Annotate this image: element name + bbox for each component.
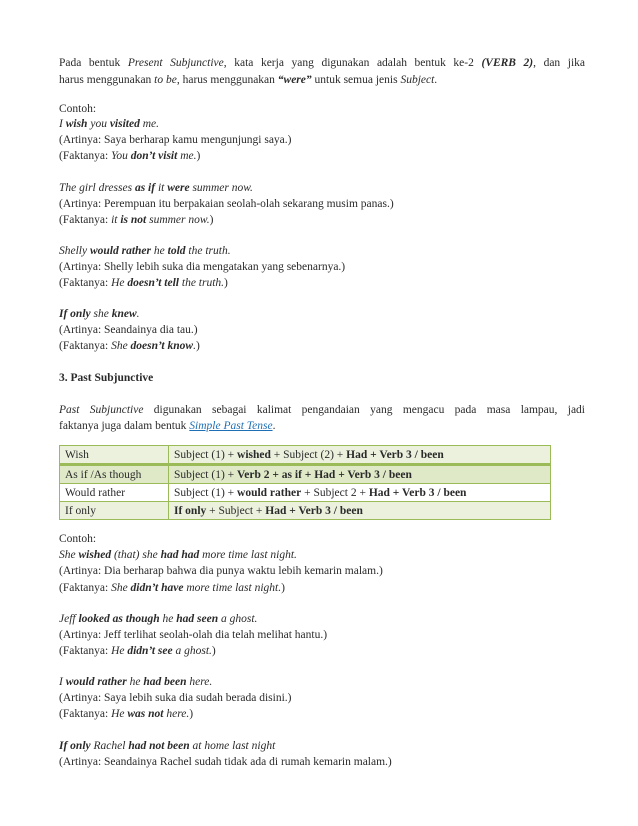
text-run: He [111,645,128,657]
text-run: Subject [400,74,435,86]
text-run: (Faktanya: [59,214,112,226]
example-meaning [59,259,345,275]
text-run: a ghost. [172,645,212,657]
table-cell-formula [169,465,551,484]
text-run: Subject (1) + [174,448,238,461]
past-intro-line-2 [59,418,275,434]
example-fact [59,706,193,722]
text-run: would rather [89,245,152,257]
text-run: Jeff [59,613,79,625]
example-sentence [59,674,212,690]
text-run: Shelly [59,245,90,257]
example-fact [59,580,285,596]
text-run: You [111,150,131,162]
text-run: . [136,308,140,320]
text-run: ) [195,340,200,352]
text-run: + Subject + [206,504,266,517]
text-run: Present Subjunctive [127,57,224,69]
text-run: . [193,340,196,352]
text-run: here. [186,676,213,688]
text-run: me. [139,118,160,130]
example-meaning [59,132,291,148]
text-run: If only [59,308,91,320]
text-run: (Faktanya: [59,645,112,657]
text-run: (Artinya: Saya berharap kamu mengunjungi saya.) [59,134,292,146]
text-run: harus menggunakan [59,74,155,86]
text-run: doesn’t know [130,340,194,352]
text-run: He [111,277,128,289]
text-run: to be [154,74,177,86]
text-run: Had + Verb 3 / been [265,504,363,517]
text-run: at home last night [189,740,276,752]
text-run: he [151,245,168,257]
example-sentence [59,738,275,754]
text-run: Had + Verb 3 / been [346,448,444,461]
text-run: had seen [176,613,219,625]
text-run: He [111,708,128,720]
text-run: Subject (1) + [174,468,238,481]
text-run: visited [109,118,140,130]
text-run: wish [65,118,88,130]
text-run: me. [177,150,197,162]
text-run: digunakan sebagai kalimat pengandaian yang mengacu pada masa lampau, jadi [143,404,586,416]
text-run: looked as though [78,613,160,625]
text-run: had been [143,676,187,688]
text-run: ) [211,645,216,657]
example-heading: Contoh: [59,533,97,545]
example-sentence [59,547,297,563]
text-run: the truth. [179,277,225,289]
table-row [60,465,551,484]
table-row [60,502,551,520]
table-cell-formula [169,446,551,465]
table-row [60,446,551,465]
text-run: (Artinya: Seandainya dia tau.) [59,324,198,336]
example-fact [59,148,200,164]
text-run: “were” [277,74,312,86]
text-run: he [126,676,144,688]
text-run: a ghost. [218,613,258,625]
text-run: Past Subjunctive [59,404,144,416]
example-meaning [59,754,392,770]
example-meaning [59,322,198,338]
table-cell-type: Wish [60,446,169,465]
text-run: faktanya juga dalam bentuk [59,420,190,432]
text-run: (Artinya: Dia berharap bahwa dia punya waktu lebih kemarin malam.) [59,565,383,577]
text-run: Verb 2 + as if + Had + Verb 3 / been [237,468,412,481]
past-intro-line-1 [59,402,585,418]
text-run: She [59,549,79,561]
text-run: the truth. [185,245,231,257]
text-run: , kata kerja yang digunakan adalah bentuk ke-2 [223,57,482,69]
text-run: here. [163,708,190,720]
example-fact [59,212,213,228]
text-run: wished [78,549,112,561]
text-run: , dan jika [533,57,586,69]
past-subjunctive-table [59,445,551,520]
text-run: . [272,420,276,432]
text-run: had not been [128,740,190,752]
text-run: told [167,245,186,257]
table-cell-type: If only [60,502,169,520]
text-run: more time last night. [183,582,282,594]
text-run: you [87,118,110,130]
text-run: knew [111,308,137,320]
text-run: was not [127,708,164,720]
example-meaning [59,196,394,212]
text-run: would rather [237,486,302,499]
text-run: don’t visit [130,150,178,162]
example-fact [59,338,200,354]
example-sentence [59,180,253,196]
text-run: (Artinya: Saya lebih suka dia sudah berada disini.) [59,692,292,704]
text-run: (Faktanya: [59,582,112,594]
tense-link[interactable]: Simple Past Tense [189,420,273,432]
text-run: (Faktanya: [59,277,112,289]
text-run: . [434,74,438,86]
example-fact [59,643,216,659]
text-run: (Faktanya: [59,340,112,352]
text-run: more time last night. [199,549,297,561]
text-run: it [155,182,168,194]
text-run: Subject (1) + [174,486,238,499]
text-run: (Artinya: Shelly lebih suka dia mengatakan yang sebenarnya.) [59,261,346,273]
text-run: The girl dresses [59,182,135,194]
text-run: If only [174,504,207,517]
text-run: would rather [65,676,127,688]
text-run: ) [224,277,228,289]
text-run: (VERB 2) [481,57,534,69]
text-run: is not [120,214,147,226]
text-run: as if [134,182,156,194]
text-run: ) [209,214,214,226]
text-run: (Faktanya: [59,150,112,162]
example-meaning [59,690,292,706]
intro-line-2 [59,72,437,88]
table-cell-formula [169,502,551,520]
text-run: summer now. [146,214,210,226]
text-run: (Artinya: Perempuan itu berpakaian seolah-olah sekarang musim panas.) [59,198,394,210]
text-run: didn’t see [127,645,173,657]
text-run: doesn’t tell [127,277,179,289]
text-run: She [111,340,131,352]
example-sentence [59,116,159,132]
text-run: (that) she [111,549,161,561]
text-run: ) [189,708,194,720]
text-run: were [167,182,190,194]
text-run: Had + Verb 3 / been [368,486,467,499]
text-run: ) [281,582,285,594]
text-run: untuk semua jenis [311,74,401,86]
text-run: If only [59,740,91,752]
text-run: ) [196,150,201,162]
intro-line-1 [59,55,585,71]
text-run: , harus menggunakan [176,74,278,86]
text-run: it [111,214,121,226]
example-sentence [59,243,231,259]
table-row [60,484,551,502]
example-fact [59,275,228,291]
text-run: wished [237,448,271,461]
table-cell-type: Would rather [60,484,169,502]
text-run: Pada bentuk [59,57,128,69]
example-heading: Contoh: [59,103,97,115]
example-meaning [59,627,327,643]
text-run: She [111,582,131,594]
text-run: (Artinya: Seandainya Rachel sudah tidak ada di rumah kemarin malam.) [59,756,392,768]
example-sentence [59,611,257,627]
table-cell-formula [169,484,551,502]
example-sentence [59,306,140,322]
text-run: he [159,613,177,625]
text-run: had had [160,549,200,561]
text-run: (Faktanya: [59,708,112,720]
text-run: + Subject (2) + [270,448,347,461]
section-heading: 3. Past Subjunctive [59,372,154,384]
example-meaning [59,563,383,579]
text-run: (Artinya: Jeff terlihat seolah-olah dia telah melihat hantu.) [59,629,328,641]
text-run: + Subject 2 + [301,486,369,499]
text-run: Rachel [90,740,129,752]
text-run: summer now. [189,182,253,194]
text-run: she [90,308,112,320]
text-run: I [59,676,66,688]
text-run: I [59,118,66,130]
text-run: didn’t have [130,582,184,594]
table-cell-type: As if /As though [60,465,169,484]
